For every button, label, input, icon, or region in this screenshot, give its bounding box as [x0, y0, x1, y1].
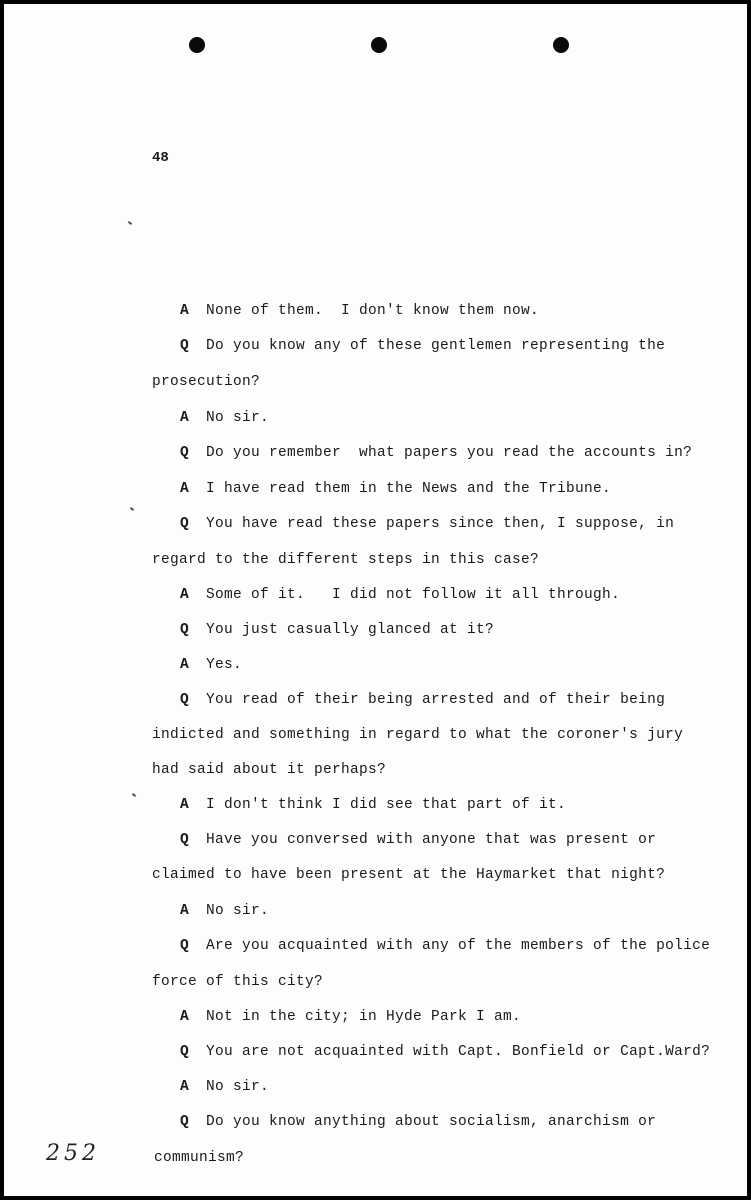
- handwritten-page-number: 252: [46, 1141, 100, 1166]
- transcript-line: [152, 761, 386, 779]
- speaker-label: A: [180, 1079, 190, 1095]
- speaker-label: A: [180, 903, 190, 919]
- line-text: You are not acquainted with Capt. Bonfield or Capt.Ward?: [206, 1044, 711, 1060]
- transcript-line: [180, 1078, 269, 1096]
- transcript-line: [180, 586, 620, 604]
- speaker-label: Q: [180, 938, 190, 954]
- transcript-line: [152, 373, 260, 391]
- punch-hole: [189, 37, 205, 53]
- speaker-label: A: [180, 657, 190, 673]
- speaker-label: A: [180, 1009, 190, 1025]
- transcript-line: [180, 480, 611, 498]
- transcript-line: [180, 1113, 656, 1131]
- speaker-label: Q: [180, 692, 190, 708]
- transcript-line: [180, 444, 692, 462]
- transcript-line: [180, 691, 665, 709]
- speaker-label: A: [180, 587, 190, 603]
- transcript-line: [180, 409, 269, 427]
- document-page: [4, 4, 747, 1196]
- line-text: Not in the city; in Hyde Park I am.: [206, 1009, 522, 1025]
- line-text: None of them. I don't know them now.: [206, 303, 540, 319]
- speaker-label: A: [180, 303, 190, 319]
- line-text: regard to the different steps in this case?: [152, 552, 540, 568]
- transcript-line: [180, 337, 665, 355]
- speaker-label: Q: [180, 1044, 190, 1060]
- line-text: You read of their being arrested and of their being: [206, 692, 666, 708]
- ink-speck: [132, 793, 136, 797]
- line-text: I don't think I did see that part of it.: [206, 797, 567, 813]
- speaker-label: Q: [180, 622, 190, 638]
- speaker-label: Q: [180, 832, 190, 848]
- punch-hole: [371, 37, 387, 53]
- line-text: force of this city?: [152, 974, 324, 990]
- transcript-line: [152, 726, 683, 744]
- speaker-label: A: [180, 797, 190, 813]
- line-text: You have read these papers since then, I suppose, in: [206, 516, 675, 532]
- line-text: had said about it perhaps?: [152, 762, 387, 778]
- transcript-line: [180, 515, 674, 533]
- line-text: Yes.: [206, 657, 243, 673]
- transcript-line: [152, 973, 323, 991]
- line-text: Have you conversed with anyone that was present or: [206, 832, 657, 848]
- transcript-line: [180, 621, 494, 639]
- line-text: indicted and something in regard to what the coroner's jury: [152, 727, 684, 743]
- line-text: communism?: [154, 1150, 245, 1166]
- transcript-line: [152, 551, 539, 569]
- transcript-line: [180, 656, 242, 674]
- line-text: I have read them in the News and the Tribune.: [206, 481, 612, 497]
- transcript-line: [154, 1149, 244, 1167]
- speaker-label: Q: [180, 516, 190, 532]
- transcript-line: [180, 302, 539, 320]
- speaker-label: Q: [180, 1114, 190, 1130]
- transcript-line: [152, 866, 665, 884]
- speaker-label: A: [180, 410, 190, 426]
- transcript-line: [180, 831, 656, 849]
- line-text: You just casually glanced at it?: [206, 622, 495, 638]
- line-text: Do you know any of these gentlemen representing the: [206, 338, 666, 354]
- line-text: Some of it. I did not follow it all through.: [206, 587, 621, 603]
- transcript-line: [180, 902, 269, 920]
- line-text: prosecution?: [152, 374, 261, 390]
- speaker-label: Q: [180, 445, 190, 461]
- page-number: 48: [152, 150, 169, 166]
- transcript-line: [180, 1043, 710, 1061]
- line-text: No sir.: [206, 410, 270, 426]
- ink-speck: [128, 221, 132, 225]
- transcript-line: [180, 796, 566, 814]
- transcript-line: [180, 1008, 521, 1026]
- speaker-label: Q: [180, 338, 190, 354]
- punch-hole: [553, 37, 569, 53]
- line-text: Are you acquainted with any of the members of the police: [206, 938, 711, 954]
- line-text: No sir.: [206, 1079, 270, 1095]
- ink-speck: [130, 507, 134, 511]
- line-text: Do you know anything about socialism, anarchism or: [206, 1114, 657, 1130]
- line-text: No sir.: [206, 903, 270, 919]
- transcript-line: [180, 937, 710, 955]
- line-text: Do you remember what papers you read the accounts in?: [206, 445, 693, 461]
- speaker-label: A: [180, 481, 190, 497]
- line-text: claimed to have been present at the Haymarket that night?: [152, 867, 666, 883]
